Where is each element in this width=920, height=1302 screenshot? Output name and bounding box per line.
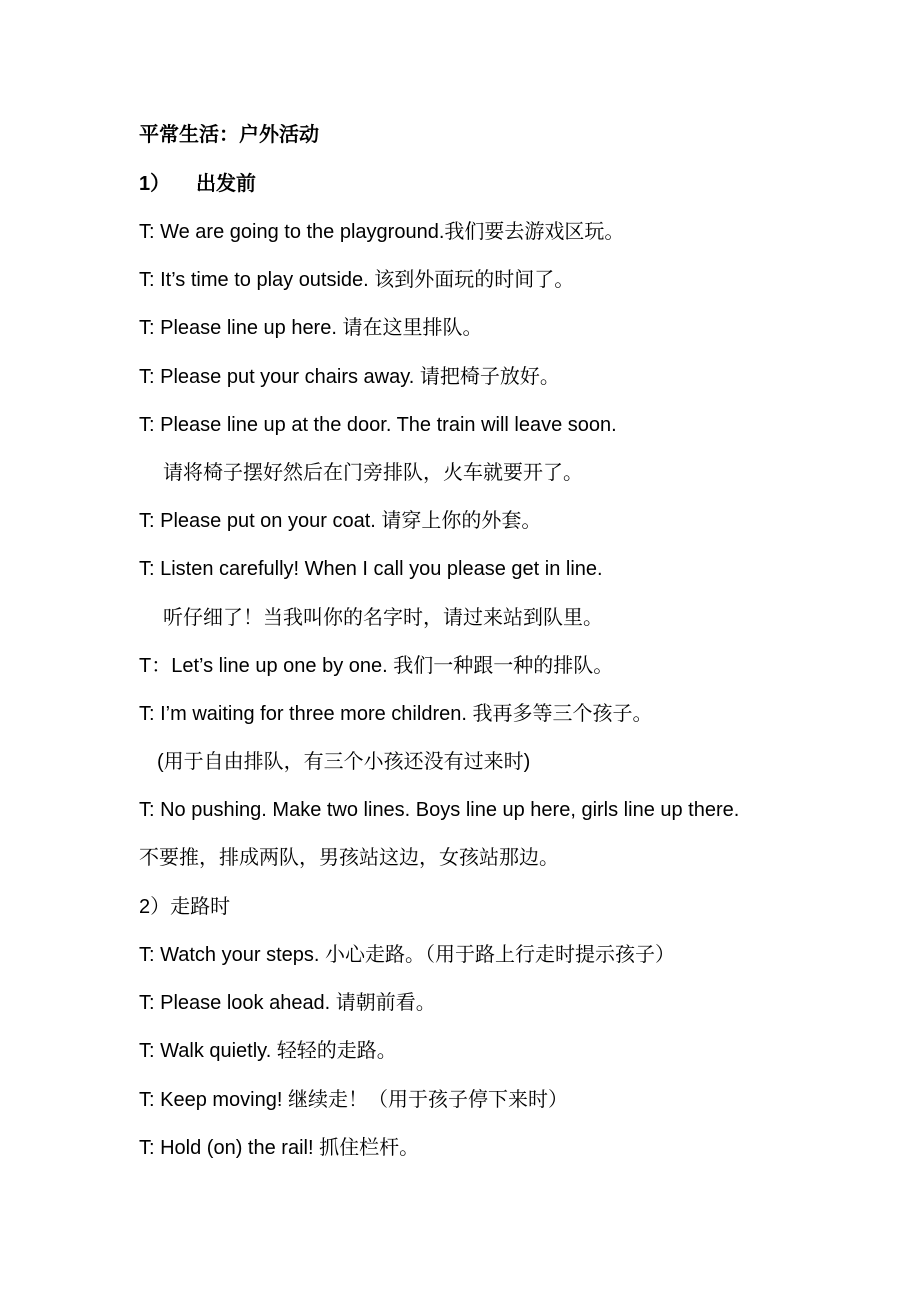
section-1-number: 1） — [139, 173, 171, 195]
document-title: 平常生活：户外活动 — [139, 124, 319, 146]
text-line: T: It’s time to play outside. 该到外面玩的时间了。 — [139, 269, 575, 291]
text-line: T: Hold (on) the rail! 抓住栏杆。 — [139, 1137, 420, 1159]
translation-line: 不要推，排成两队，男孩站这边，女孩站那边。 — [139, 847, 559, 869]
text-line: T: Walk quietly. 轻轻的走路。 — [139, 1040, 397, 1062]
section-1-heading — [139, 171, 256, 197]
translation-line: 请将椅子摆好然后在门旁排队，火车就要开了。 — [163, 462, 583, 484]
text-line: T: Please put on your coat. 请穿上你的外套。 — [139, 510, 542, 532]
section-2-label: 2）走路时 — [139, 896, 231, 918]
text-line: T：Let’s line up one by one. 我们一种跟一种的排队。 — [139, 655, 614, 677]
text-line: T: I’m waiting for three more children. 我再多等三个孩子。 — [139, 703, 653, 725]
text-line: T: Please line up here. 请在这里排队。 — [139, 317, 483, 339]
text-line: T: Please line up at the door. The train will leave soon. — [139, 414, 617, 436]
text-line: T: Please look ahead. 请朝前看。 — [139, 992, 436, 1014]
translation-line: 听仔细了！当我叫你的名字时，请过来站到队里。 — [163, 607, 603, 629]
text-line: T: No pushing. Make two lines. Boys line up here, girls line up there. — [139, 799, 740, 821]
text-line: T: Listen carefully! When I call you please get in line. — [139, 558, 603, 580]
text-line: T: We are going to the playground.我们要去游戏区玩。 — [139, 221, 625, 243]
section-1-label: 出发前 — [196, 173, 256, 195]
text-line: T: Watch your steps. 小心走路。（用于路上行走时提示孩子） — [139, 944, 675, 966]
text-line: T: Please put your chairs away. 请把椅子放好。 — [139, 366, 560, 388]
text-line: T: Keep moving! 继续走！（用于孩子停下来时） — [139, 1089, 568, 1111]
note-line: (用于自由排队，有三个小孩还没有过来时) — [157, 751, 531, 773]
section-2-heading — [139, 894, 230, 920]
